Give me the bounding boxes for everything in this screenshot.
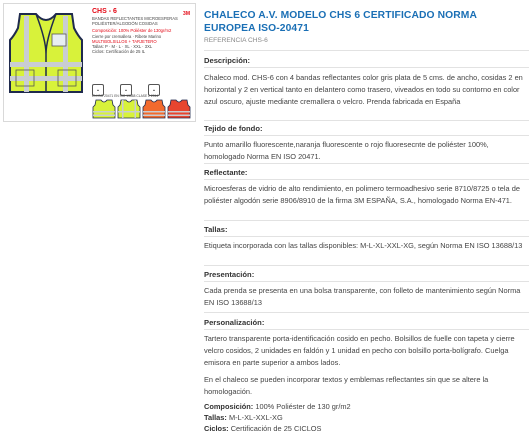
divider [204, 163, 529, 164]
spec-line: POLIÉSTER/ALGODÓN COSIDAS [92, 21, 158, 27]
spec-line: Composición: 100% Poliéster de 130gr/m2 [92, 28, 172, 34]
divider [204, 67, 529, 68]
section-heading-tallas: Tallas: [204, 225, 228, 234]
certification-logo-icon: ▲ [148, 84, 160, 96]
divider [204, 329, 529, 330]
divider [204, 236, 529, 237]
spec-code: CHS - 6 [92, 8, 117, 15]
divider [204, 135, 529, 136]
product-title: CHALECO A.V. MODELO CHS 6 CERTIFICADO NORMA EUROPEA ISO-20471 [204, 10, 477, 34]
cert-line: CLASE 2 [136, 94, 150, 98]
product-details [204, 0, 529, 444]
certification-logo-icon: ▲ [92, 84, 104, 96]
divider [204, 120, 529, 121]
section-heading-descripcion: Descripción: [204, 56, 250, 65]
summary-row [204, 424, 321, 434]
divider [204, 220, 529, 221]
summary-value: M-L-XL-XXL-XG [228, 413, 283, 422]
divider [204, 281, 529, 282]
summary-label: Tallas: [204, 413, 227, 422]
cert-line: EN ISO 13688 [114, 94, 136, 98]
summary-label: Ciclos: [204, 424, 229, 433]
color-variants [92, 99, 192, 121]
product-image-card[interactable] [3, 3, 196, 122]
spec-line: BANDAS REFLECTANTES MICROESFERAS [92, 16, 178, 21]
vest-yellow-icon[interactable] [117, 99, 141, 119]
vest-orange-icon[interactable] [142, 99, 166, 119]
section-text-tejido: Punto amarillo fluorescente,naranja fluorescente o rojo fluoresecnte de poliéster 100%, homologado Norma EN ISO 20471. [204, 140, 489, 161]
divider [204, 50, 529, 51]
divider [204, 312, 529, 313]
summary-label: Composición: [204, 402, 254, 411]
section-heading-reflectante: Reflectante: [204, 168, 248, 177]
cert-line: 2014 [150, 94, 159, 98]
spec-line: MULTIBOLSILLOS + TARJETERO [92, 38, 157, 44]
section-text-reflectante: Microesferas de vidrio de alto rendimiento, en polimero termoadhesivo serie 8710/8725 o tela de poliéster algodón serie 8906/8910 de la firma 3M ESPAÑA, S.A., homologado Norma EN-471. [204, 184, 520, 205]
vest-yellow-icon[interactable] [92, 99, 116, 119]
certification-logo-icon: ▲ [120, 84, 132, 96]
section-text-personalizacion: Tartero transparente porta-identificación cosido en pecho. Bolsillos de fuelle con tapeta y cierre velcro cosidos, 2 unidades en faldón y 1 unidad en pecho con bolsillo porta-bolígrafo. Cuelga emisora en parte superior a ambos lados. [204, 334, 515, 367]
product-reference: REFERENCIA CHS-6 [204, 37, 268, 44]
spec-line: Ciclos: Certificación de 25 IL [92, 49, 146, 55]
divider [204, 265, 529, 266]
summary-value: 100% Poliéster de 130 gr/m2 [255, 402, 351, 411]
section-text-descripcion: Chaleco mod. CHS-6 con 4 bandas reflectantes color gris plata de 5 cms. de ancho, cosidas 2 en horizontal y 2 en vertical tanto en delantero como trasero, viveados en todo su contorno en color azul oscuro, ajuste mediante cremallera o velcro. Prenda fabricada en España [204, 73, 523, 106]
section-heading-presentacion: Presentación: [204, 270, 255, 279]
section-text-tallas: Etiqueta incorporada con las tallas disponibles: M-L-XL-XXL-XG, según Norma EN ISO 13688/13 [204, 241, 523, 250]
spec-brand: 3M [183, 11, 190, 17]
certification-logos [92, 84, 192, 98]
section-heading-tejido: Tejido de fondo: [204, 124, 263, 133]
summary-row [204, 413, 283, 423]
section-heading-personalizacion: Personalización: [204, 318, 265, 327]
summary-value: Certificación de 25 CICLOS [230, 424, 322, 433]
vest-red-icon[interactable] [167, 99, 191, 119]
product-image-panel [0, 0, 197, 444]
spec-line: Cierre por cremallera · Ribete Marino [92, 33, 162, 39]
section-text-presentacion: Cada prenda se presenta en una bolsa transparente, con folleto de mantenimiento según Norma EN ISO 13688/13 [204, 286, 521, 307]
spec-line: Tallas: P · M · L · XL · XXL · 3XL [92, 44, 153, 50]
extra-note: En el chaleco se pueden incorporar textos y emblemas reflectantes sin que se altere la homologación. [204, 375, 489, 396]
product-spec-sheet [92, 8, 192, 54]
vest-yellow-icon [8, 10, 84, 94]
cert-line: EN ISO 20471 [92, 94, 114, 98]
summary-row [204, 402, 351, 412]
divider [204, 179, 529, 180]
